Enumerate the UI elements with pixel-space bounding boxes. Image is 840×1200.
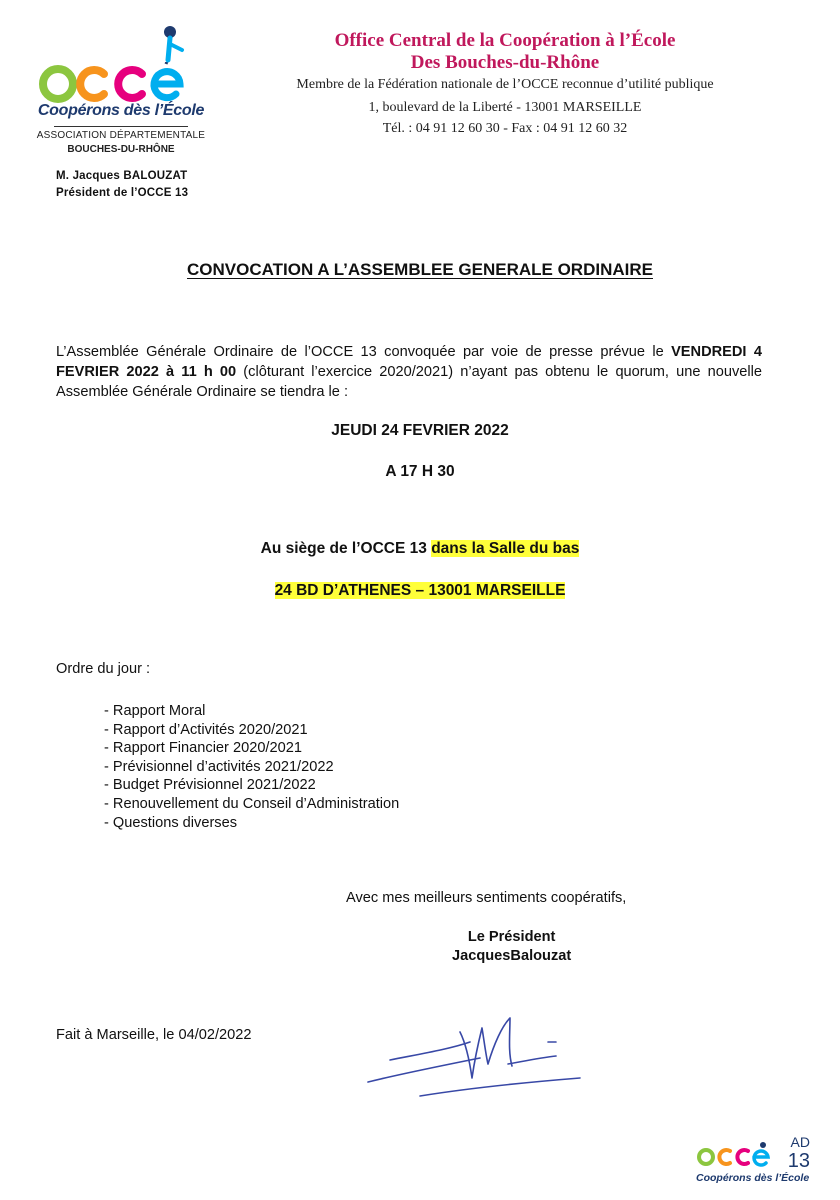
- agenda-list: [104, 702, 399, 832]
- org-subtitle: Des Bouches-du-Rhône: [410, 52, 600, 73]
- logo-association: ASSOCIATION DÉPARTEMENTALE: [36, 130, 206, 141]
- agenda-item: - Rapport Moral: [104, 703, 206, 719]
- occe-wordmark-icon: [38, 62, 198, 106]
- occe-logo: [32, 22, 206, 155]
- footer-logo: [696, 1134, 820, 1190]
- agenda-item: - Prévisionnel d’activités 2021/2022: [104, 758, 334, 775]
- logo-divider: [54, 126, 188, 127]
- signer-role: Le Président: [467, 929, 556, 945]
- president-block: [56, 168, 188, 202]
- closing-line: Avec mes meilleurs sentiments coopératifs,: [346, 890, 627, 906]
- logo-region: BOUCHES-DU-RHÔNE: [67, 144, 175, 155]
- intro-paragraph: [56, 342, 762, 402]
- made-at-line: Fait à Marseille, le 04/02/2022: [56, 1027, 252, 1043]
- footer-ad-label: AD: [790, 1134, 810, 1150]
- president-role: Président de l’OCCE 13: [56, 187, 189, 199]
- footer-tagline: Coopérons dès l’École: [696, 1172, 810, 1184]
- handwritten-signature: [360, 1004, 590, 1104]
- meeting-address: 24 BD D’ATHENES – 13001 MARSEILLE: [274, 582, 566, 599]
- meeting-room-highlight: dans la Salle du bas: [431, 540, 580, 557]
- logo-tagline: Coopérons dès l’École: [37, 102, 205, 119]
- org-phone: Tél. : 04 91 12 60 30 - Fax : 04 91 12 60 32: [382, 121, 628, 136]
- signer-name: JacquesBalouzat: [452, 948, 572, 964]
- footer-occe-wordmark-icon: [696, 1142, 778, 1170]
- agenda-item: - Renouvellement du Conseil d’Administration: [104, 795, 400, 812]
- footer-number: 13: [787, 1150, 810, 1172]
- agenda-item: - Rapport d’Activités 2020/2021: [104, 721, 308, 738]
- document-title: CONVOCATION A L’ASSEMBLEE GENERALE ORDINAIRE: [187, 260, 653, 279]
- intro-text-1: L’Assemblée Générale Ordinaire de l’OCCE 13 convoquée par voie de presse prévue le: [56, 344, 672, 360]
- agenda-item: - Questions diverses: [104, 814, 238, 831]
- org-title: Office Central de la Coopération à l’École: [334, 30, 676, 51]
- intro-original-date: VENDREDI 4 FEVRIER 2022 à 11 h 00: [56, 344, 762, 380]
- meeting-place: [0, 540, 840, 558]
- org-address: 1, boulevard de la Liberté - 13001 MARSEILLE: [368, 100, 642, 115]
- intro-text-2: (clôturant l’exercice 2020/2021) n’ayant pas obtenu le quorum, une nouvelle Assemblée Générale Ordinaire se tiendra le :: [56, 364, 762, 400]
- figure-icon: [150, 24, 190, 66]
- org-membership: Membre de la Fédération nationale de l’OCCE reconnue d’utilité publique: [296, 77, 714, 92]
- agenda-item: - Budget Prévisionnel 2021/2022: [104, 777, 316, 794]
- agenda-item: - Rapport Financier 2020/2021: [104, 740, 302, 757]
- meeting-date: JEUDI 24 FEVRIER 2022: [331, 422, 509, 439]
- meeting-time: A 17 H 30: [385, 463, 455, 480]
- meeting-address-line: [0, 582, 840, 600]
- signer-block: [452, 928, 571, 966]
- meeting-place-prefix: Au siège de l’OCCE 13: [260, 540, 432, 557]
- president-name: M. Jacques BALOUZAT: [56, 170, 188, 182]
- agenda-title: Ordre du jour :: [56, 661, 151, 677]
